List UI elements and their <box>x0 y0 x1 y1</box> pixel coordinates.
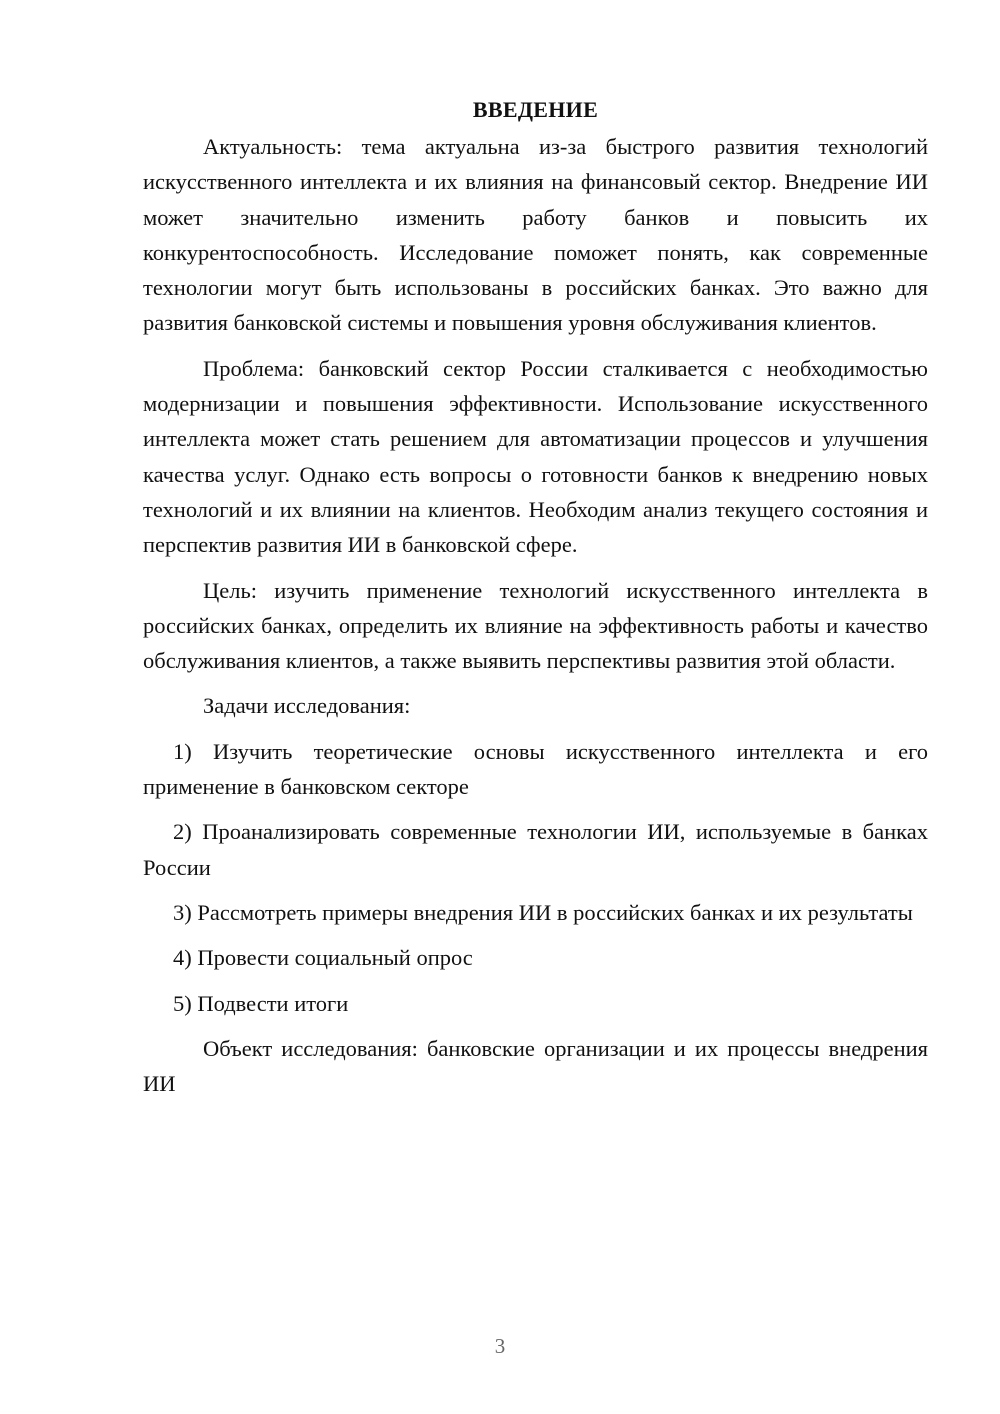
task-item-1: 1) Изучить теоретические основы искусственного интеллекта и его применение в банковском секторе <box>143 738 928 800</box>
page-number: 3 <box>494 1334 506 1358</box>
tasks-heading: Задачи исследования: <box>203 693 411 719</box>
task-item-5: 5) Подвести итоги <box>173 990 349 1016</box>
goal-paragraph: Цель: изучить применение технологий искусственного интеллекта в российских банках, определить их влияние на эффективность работы и качество обслуживания клиентов, а также выявить перспективы развития этой области. <box>143 577 928 674</box>
task-item-2: 2) Проанализировать современные технологии ИИ, используемые в банках России <box>143 819 928 880</box>
problem-paragraph: Проблема: банковский сектор России сталкивается с необходимостью модернизации и повышения эффективности. Использование искусственного интеллекта может стать решением для автоматизации процессов и улучшения качества услуг. Однако есть вопросы о готовности банков к внедрению новых технологий и их влиянии на клиентов. Необходим анализ текущего состояния и перспектив развития ИИ в банковской сфере. <box>143 355 928 558</box>
page-body <box>143 92 928 1101</box>
object-paragraph: Объект исследования: банковские организации и их процессы внедрения ИИ <box>143 1035 928 1097</box>
task-item-4: 4) Провести социальный опрос <box>173 945 473 971</box>
relevance-paragraph: Актуальность: тема актуальна из-за быстрого развития технологий искусственного интеллекта и их влияния на финансовый сектор. Внедрение ИИ может значительно изменить работу банков и повысить их конкурентоспособность. Исследование поможет понять, как современные технологии могут быть использованы в российских банках. Это важно для развития банковской системы и повышения уровня обслуживания клиентов. <box>143 134 928 336</box>
section-title: ВВЕДЕНИЕ <box>472 97 599 122</box>
task-item-3: 3) Рассмотреть примеры внедрения ИИ в российских банках и их результаты <box>173 899 913 925</box>
